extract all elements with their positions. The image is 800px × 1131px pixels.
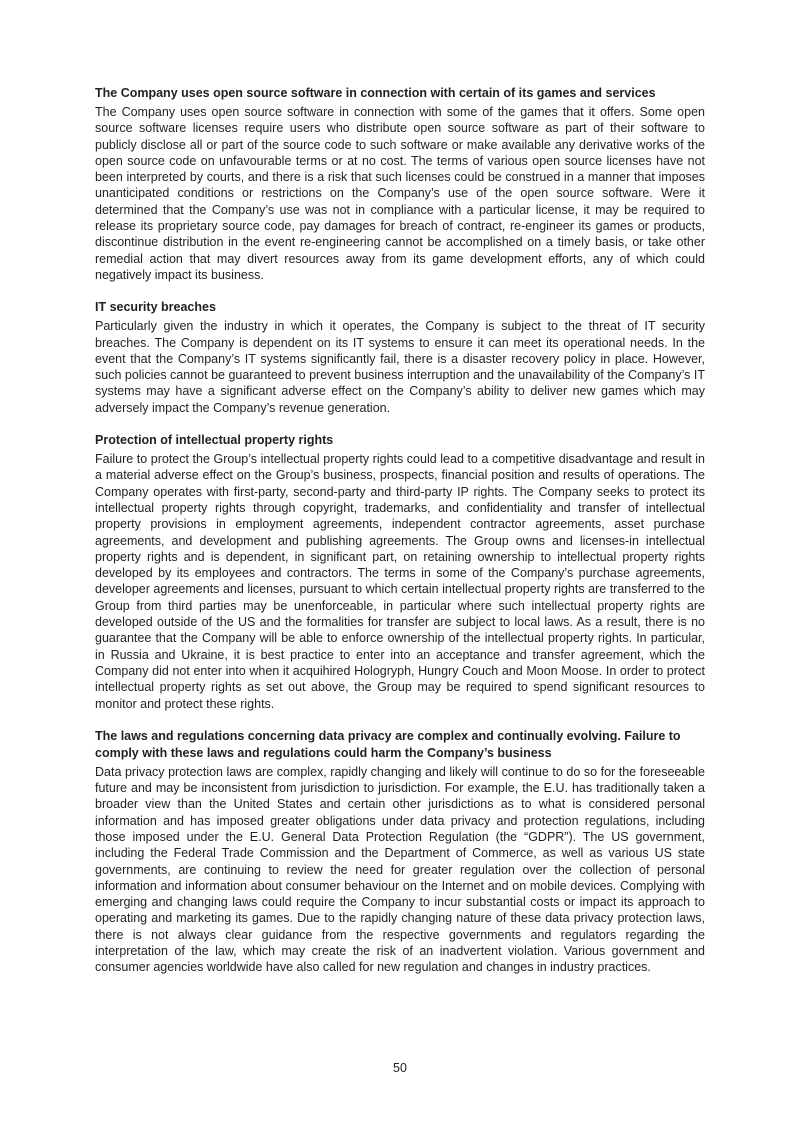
page-content: [95, 85, 705, 992]
section-heading: The Company uses open source software in connection with certain of its games and services: [95, 86, 656, 100]
section-body: Data privacy protection laws are complex, rapidly changing and likely will continue to do so for the foreseeable future and may be inconsistent from jurisdiction to jurisdiction. For example, the E.U. has traditionally taken a broader view than the United States and certain other jurisdictions as to what is considered personal information and has imposed greater obligations under data privacy and protection regulations, including those imposed under the E.U. General Data Protection Regulation (the “GDPR”). The US government, including the Federal Trade Commission and the Department of Commerce, as well as various US state governments, are continuing to review the need for greater regulation over the collection of personal information and information about consumer behaviour on the Internet and on mobile devices. Complying with emerging and changing laws could require the Company to incur substantial costs or impact its approach to operating and marketing its games. Due to the rapidly changing nature of these data privacy protection laws, there is not always clear guidance from the respective governments and regulators regarding the interpretation of the law, which may create the risk of an inadvertent violation. Various government and consumer agencies worldwide have also called for new regulation and changes in industry practices.: [95, 764, 705, 975]
section-body: Failure to protect the Group’s intellectual property rights could lead to a competitive disadvantage and result in a material adverse effect on the Group’s business, prospects, financial position and results of operations. The Company operates with first-party, second-party and third-party IP rights. The Company seeks to protect its intellectual property rights through copyright, trademarks, and confidentiality and transfer of intellectual property provisions in employment agreements, independent contractor agreements, asset purchase agreements, and development and publishing agreements. The Group owns and licenses-in intellectual property rights and is dependent, in significant part, on retaining ownership to intellectual property rights developed by its employees and contractors. The terms in some of the Company’s purchase agreements, developer agreements and licenses, pursuant to which certain intellectual property rights are transferred to the Group from third parties may be unenforceable, in particular where such intellectual property rights are developed outside of the US and the formalities for transfer are subject to local laws. As a result, there is no guarantee that the Company will be able to enforce ownership of the intellectual property rights. In particular, in Russia and Ukraine, it is best practice to enter into an acceptance and transfer agreement, which the Company did not enter into when it acquihired Hologryph, Hungry Couch and Moon Moose. In order to protect intellectual property rights as set out above, the Group may be required to spend significant resources to monitor and protect these rights.: [95, 452, 705, 711]
section-data-privacy: [95, 728, 705, 976]
section-body: Particularly given the industry in which it operates, the Company is subject to the threat of IT security breaches. The Company is dependent on its IT systems to ensure it can meet its operational needs. In the event that the Company’s IT systems significantly fail, there is a disaster recovery policy in place. However, such policies cannot be guaranteed to prevent business interruption and the unavailability of the Company’s IT systems may have a significant adverse effect on the Company’s ability to deliver new games which may adversely impact the Company’s revenue generation.: [95, 319, 705, 415]
section-heading: The laws and regulations concerning data privacy are complex and continually evolving. Failure to comply with these laws and regulations could harm the Company’s business: [95, 728, 681, 760]
page-number: 50: [393, 1061, 407, 1075]
section-it-security: [95, 299, 705, 416]
section-open-source: [95, 85, 705, 283]
section-body: The Company uses open source software in connection with some of the games that it offers. Some open source software licenses require users who distribute open source software as part of their software to publicly disclose all or part of the source code to such software or make available any derivative works of the open source code on unfavourable terms or at no cost. The terms of various open source licenses have not been interpreted by courts, and there is a risk that such licenses could be construed in a manner that imposes unanticipated conditions or restrictions on the Company’s use of the open source software. Were it determined that the Company’s use was not in compliance with a particular license, it may be required to release its proprietary source code, pay damages for breach of contract, re-engineer its games or products, discontinue distribution in the event re-engineering cannot be accomplished on a timely basis, or take other remedial action that may divert resources away from its game development efforts, any of which could negatively impact its business.: [95, 105, 705, 282]
section-heading: Protection of intellectual property rights: [95, 433, 334, 448]
section-heading: IT security breaches: [95, 300, 216, 315]
section-ip-rights: [95, 432, 705, 712]
